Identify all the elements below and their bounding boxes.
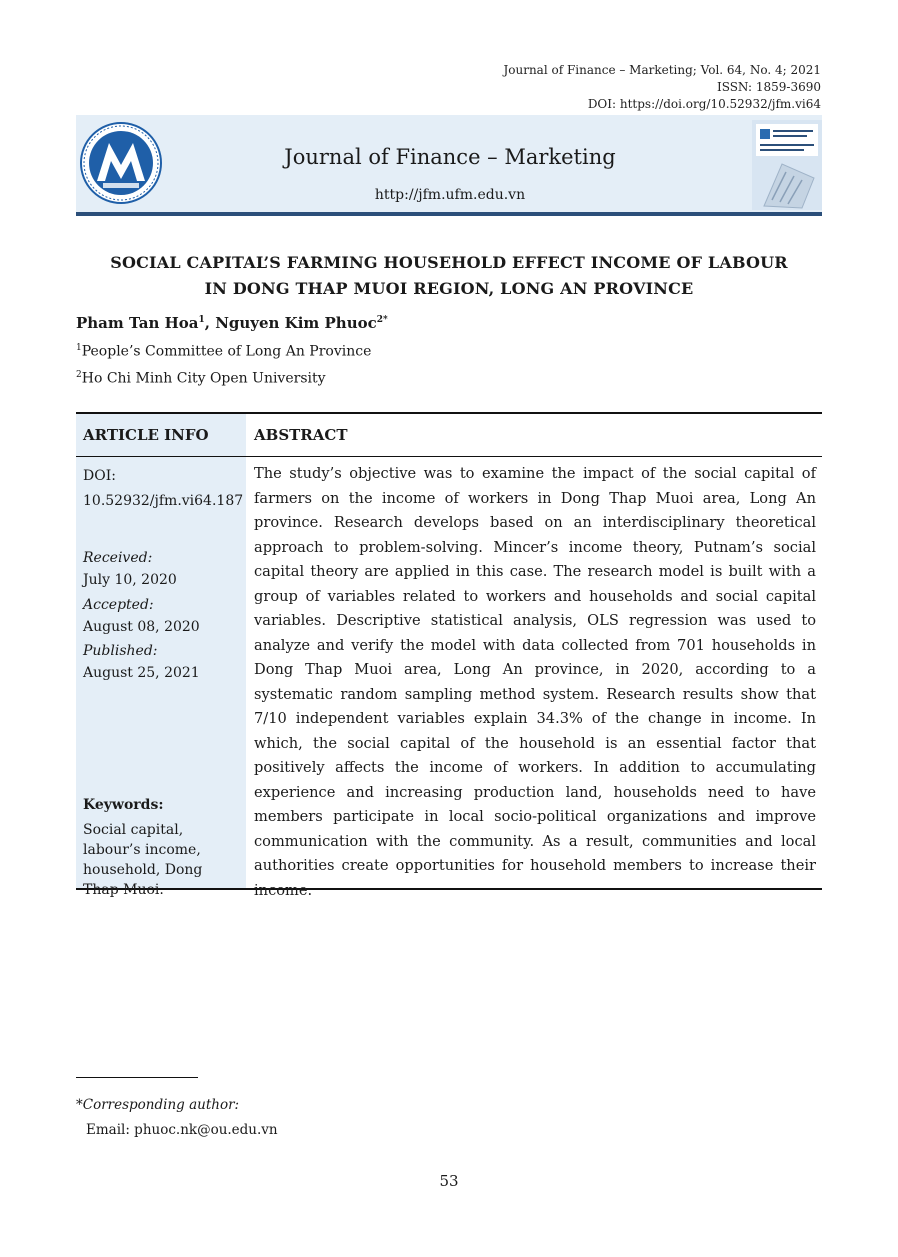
affiliation-mark: 1 bbox=[76, 343, 82, 353]
doi-label: DOI: bbox=[83, 468, 116, 484]
received-date: July 10, 2020 bbox=[83, 572, 177, 588]
affiliation bbox=[76, 343, 371, 360]
author-separator: , bbox=[204, 314, 216, 332]
page-number: 53 bbox=[439, 1172, 459, 1190]
affiliation-text: Ho Chi Minh City Open University bbox=[81, 370, 326, 387]
affiliation-mark: 2 bbox=[76, 370, 82, 380]
footnote-rule bbox=[76, 1077, 198, 1078]
abstract-header: ABSTRACT bbox=[254, 426, 348, 444]
article-title-line-2: IN DONG THAP MUOI REGION, LONG AN PROVINCE bbox=[204, 279, 694, 298]
accepted-label: Accepted: bbox=[83, 597, 154, 613]
journal-logo-icon bbox=[79, 121, 163, 205]
doi-value: 10.52932/jfm.vi64.187 bbox=[83, 493, 244, 509]
accepted-date: August 08, 2020 bbox=[83, 619, 200, 635]
abstract-text: The study’s objective was to examine the impact of the social capital of farmers on the income of workers in Dong Thap Muoi area, Long An province. Research develops based on an interdisciplinary theoretical approach to problem-solving. Mincer’s income theory, Putnam’s social capital theory are applied in this case. The research model is built with a group of variables related to workers and households and social capital variables. Descriptive statistical analysis, OLS regression was used to analyze and verify the model with data collected from 701 households in Dong Thap Muoi area, Long An province, in 2020, according to a systematic random sampling method system. Research results show that 7/10 independent variables explain 34.3% of the change in income. In which, the social capital of the household is an essential factor that positively affects the income of workers. In addition to accumulating experience and increasing production land, households need to have members participate in local socio-political organizations and improve communication with the community. As a result, communities and local authorities create opportunities for household members to increase their income. bbox=[254, 465, 816, 899]
published-label: Published: bbox=[83, 643, 158, 659]
affiliation bbox=[76, 370, 326, 387]
journal-meta-volume: Journal of Finance – Marketing; Vol. 64, No. 4; 2021 bbox=[503, 63, 821, 77]
journal-name: Journal of Finance – Marketing bbox=[284, 145, 616, 169]
author-affiliation-mark: 1 bbox=[198, 315, 205, 325]
banner-divider bbox=[76, 212, 822, 216]
received-label: Received: bbox=[83, 550, 153, 566]
journal-meta-issn: ISSN: 1859-3690 bbox=[716, 80, 821, 94]
author-affiliation-mark: 2* bbox=[376, 315, 388, 325]
table-top-rule bbox=[76, 412, 822, 414]
article-title-line-1: SOCIAL CAPITAL’S FARMING HOUSEHOLD EFFECT INCOME OF LABOUR bbox=[110, 253, 788, 272]
corresponding-author-label: *Corresponding author: bbox=[76, 1097, 240, 1113]
author-name: Nguyen Kim Phuoc bbox=[215, 314, 377, 332]
table-header-rule bbox=[76, 456, 822, 457]
article-title bbox=[60, 250, 838, 302]
keywords-value: Social capital, labour’s income, household, Dong Thap Muoi. bbox=[83, 822, 203, 898]
author-list bbox=[76, 314, 388, 332]
published-date: August 25, 2021 bbox=[83, 665, 200, 681]
ufm-badge-icon bbox=[752, 120, 822, 210]
affiliation-text: People’s Committee of Long An Province bbox=[81, 343, 372, 360]
journal-meta-doi: DOI: https://doi.org/10.52932/jfm.vi64 bbox=[587, 97, 821, 111]
journal-url-link[interactable]: http://jfm.ufm.edu.vn bbox=[374, 187, 526, 203]
article-info-header: ARTICLE INFO bbox=[83, 426, 209, 444]
keywords-label: Keywords: bbox=[83, 797, 164, 813]
journal-meta bbox=[503, 62, 821, 113]
author-name: Pham Tan Hoa bbox=[76, 314, 199, 332]
corresponding-email[interactable]: Email: phuoc.nk@ou.edu.vn bbox=[86, 1122, 278, 1138]
